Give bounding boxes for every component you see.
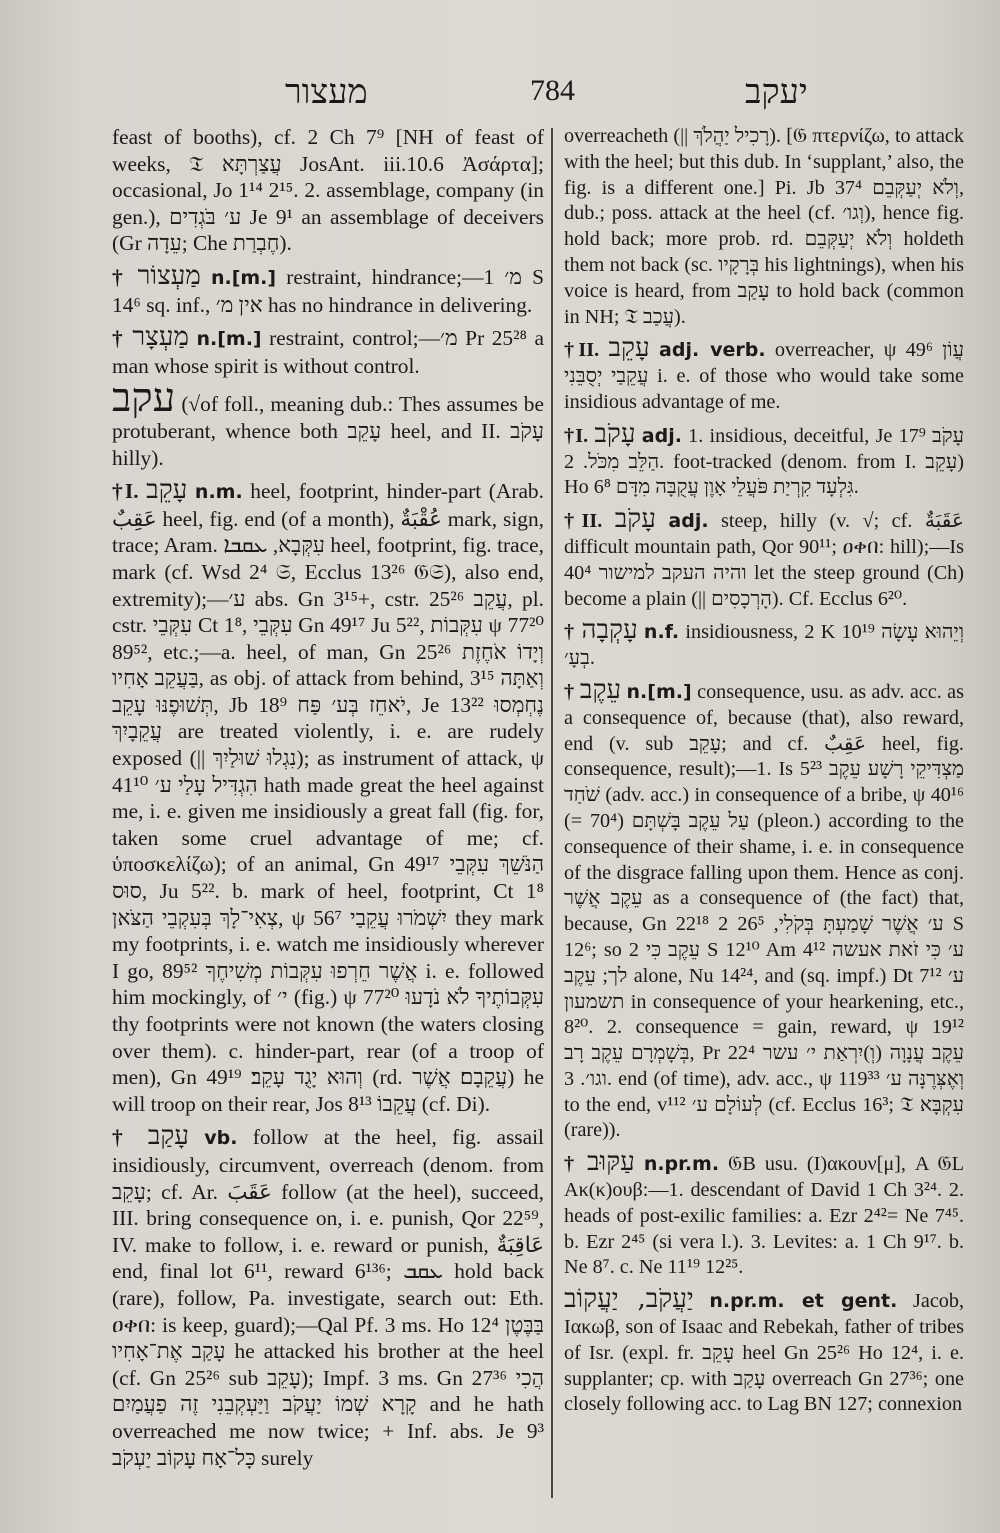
- left-entry: [112, 260, 544, 318]
- entry-headword: יַעֲקֹב, יַעֲקוֹב: [564, 1284, 694, 1315]
- entry-part-of-speech: n.m.: [194, 481, 243, 504]
- entry-text: 𝔊B usu. (Ι)ακουν[μ], A 𝔊L Ακ(κ)ουβ:—1. descendant of David 1 Ch 3²⁴. 2. heads of post-exilic families: a. Ezr 2⁴²= Ne 7⁴⁵. b. Ezr 2⁴⁵ (si vera l.). 3. Levites: a. 1 Ch 9¹⁷. b. Ne 8⁷. c. Ne 11¹⁹ 12²⁵.: [564, 1153, 964, 1279]
- entry-root-headword: עקב: [112, 375, 176, 422]
- entry-dagger: †: [564, 621, 576, 644]
- entry-part-of-speech: n.f.: [643, 621, 680, 644]
- entry-part-of-speech: n.pr.m. et gent.: [709, 1290, 898, 1313]
- entry-headword: עָקֹב: [614, 504, 656, 535]
- entry-text: restraint, hindrance;—מ׳ 1 S 14⁶ sq. inf., אין מ׳ has no hindrance in delivering.: [112, 264, 544, 317]
- entry-headword: עַקּוּב: [587, 1147, 635, 1178]
- entry-part-of-speech: n.pr.m.: [643, 1153, 720, 1176]
- entry-part-of-speech: adj.: [668, 510, 709, 533]
- right-entry: [564, 124, 964, 330]
- right-entry: [564, 674, 964, 1144]
- right-entry: [564, 1284, 964, 1418]
- entry-text: feast of booths), cf. 2 Ch 7⁹ [NH of feast of weeks, 𝔗 עֲצַרְתָּא JosAnt. iii.10.6 Ἀσάρτα]; occasional, Jo 1¹⁴ 2¹⁵. 2. assemblage, company (in gen.), ע׳ בֹּגְדִים Je 9¹ an assemblage of deceivers (Gr עֵדָה; Che חֶבְרַת).: [112, 125, 544, 256]
- entry-text: 1. insidious, deceitful, Je 17⁹ עָקֹב הַלֵּב מִכֹּל. 2. foot-tracked (denom. from I. עָקֵב) Ho 6⁸ גִּלְעָד קִרְיַת פֹּעֲלֵי אָוֶן עֲקֻבָּה מִדָּם.: [564, 424, 964, 499]
- entry-part-of-speech: adj. verb.: [659, 339, 766, 362]
- right-entry: [564, 418, 964, 501]
- entry-part-of-speech: n.[m.]: [210, 266, 277, 289]
- entry-text: consequence, usu. as adv. acc. as a consequence of, because (that), also reward, end (v. sub עָקֵב; and cf. عَقِبٌ heel, fig. consequence, result);—1. Is 5²³ מַצְדִּיקֵי רָשָׁע עֵקֶב שֹׁחַד (adv. acc.) in consequence of a bribe, ψ 40¹⁶ (= 70⁴) עַל עֵקֶב בָּשְׁתָּם (pleon.) according to the consequence of their shame, i. e. in consequence of the disgrace falling upon them. Hence as conj. עֵקֶב אֲשֶׁר as a consequence of (the fact) that, because, Gn 22¹⁸ ע׳ אֲשֶׁר שָׁמַעְתָּ בְּקֹלִי, 26⁵ 2 S 12⁶; so עֵקֶב כִּי 2 S 12¹⁰ Am 4¹² ע׳ כִּי זֹאת אעשה לך; עֵקֶב alone, Nu 14²⁴, and (sq. impf.) Dt 7¹² ע׳ תשמעון in consequence of your hearkening, etc., 8²⁰. 2. consequence = gain, reward, ψ 19¹² בְּשָׁמְרָם עֵקֶב רָב, Pr 22⁴ עֵקֶב עֲנָוָה (וְ)יִרְאַת י׳ עשר וגו׳. 3. end (of time), adv. acc., ψ 119³³ וְאֶצְּרֶנָּה ע׳ to the end, v¹¹² לְעוֹלָם ע׳ (cf. Ecclus 16³; 𝔗 עִקְבָּא (rare)).: [564, 680, 964, 1142]
- entry-dagger: †: [112, 326, 125, 351]
- right-entry: [564, 615, 964, 672]
- entry-dagger: †I.: [112, 479, 139, 504]
- right-running-headword: יעקב: [745, 72, 808, 112]
- entry-headword: מַעְצוֹר: [137, 260, 201, 291]
- entry-dagger: †: [112, 1125, 133, 1150]
- entry-dagger: †I.: [564, 424, 589, 447]
- entry-part-of-speech: n.[m.]: [196, 328, 262, 351]
- left-entry: [112, 324, 544, 379]
- page-header: [0, 72, 1000, 116]
- entry-dagger: †II.: [564, 339, 600, 362]
- right-entry: [564, 1147, 964, 1281]
- right-entry: [564, 333, 964, 415]
- left-running-headword: מעצור: [285, 72, 368, 112]
- entry-headword: עָקֵב: [146, 475, 188, 506]
- entry-headword: עָקַב: [147, 1121, 190, 1152]
- entry-headword: עָקְבָה: [581, 615, 638, 646]
- entry-part-of-speech: adj.: [641, 424, 682, 447]
- entry-part-of-speech: vb.: [204, 1127, 238, 1150]
- entry-headword: עֵקֶב: [579, 674, 622, 705]
- entry-headword: עָקֵב: [608, 333, 650, 364]
- left-column: [112, 124, 544, 1494]
- left-entry: [112, 124, 544, 257]
- entry-text: insidiousness, 2 K 10¹⁹ וְיֵהוּא עָשָׂה בְעָ׳.: [564, 621, 964, 670]
- entry-text: Jacob, Ιακωβ, son of Isaac and Rebekah, father of tribes of Isr. (expl. fr. עָקֵב heel Gn 25²⁶ Ho 12⁴, i. e. supplanter; cp. with עָקַב overreach Gn 27³⁶; one closely following acc. to Lag BN 127; connexion: [564, 1290, 964, 1416]
- entry-headword: עָקֹב: [594, 418, 636, 449]
- left-entry: [112, 375, 544, 471]
- entry-text: restraint, control;—מ׳ Pr 25²⁸ a man whose spirit is without control.: [112, 326, 544, 378]
- entry-text: steep, hilly (v. √; cf. عَقَبَةٌ difficult mountain path, Qor 90¹¹; ዐቀበ: hill);—Is 40⁴ והיה העקב למישור let the steep ground (Ch) become a plain (|| הָרְכָסִים). Cf. Ecclus 6²⁰.: [564, 510, 964, 610]
- right-entry: [564, 504, 964, 612]
- entry-dagger: †II.: [564, 510, 603, 533]
- left-entry: [112, 477, 544, 1117]
- entry-part-of-speech: n.[m.]: [626, 680, 692, 703]
- entry-text: heel, footprint, hinder-part (Arab. عَقِبٌ heel, fig. end (of a month), عُقْبَةٌ mark, sign, trace; Aram. עִקְּבָא, ܥܩܒܐ heel, footprint, fig. trace, mark (cf. Wsd 2⁴ 𝔖, Ecclus 13²⁶ 𝔊𝔖), also end, extremity);—ע׳ abs. Gn 3¹⁵+, cstr. עֲקֵב 25²⁶, pl. cstr. עִקְּבֵי Ct 1⁸, עִקְּבֵי Gn 49¹⁷ Ju 5²², עִקְּבוֹת ψ 77²⁰ 89⁵², etc.;—a. heel, of man, Gn 25²⁶ וְיָדוֹ אֹחֶזֶת בַּעֲקֵב אָחִיו, as obj. of attack from behind, 3¹⁵ וְאַתָּה תְּשׁוּפֶנּוּ עָקֵב, Jb 18⁹ יֹאחֵז בְּע׳ פַּח, Je 13²² נֶחְמְסוּ עֲקֵבָיִךְ are treated violently, i. e. are rudely exposed (|| נִגְלוּ שׁוּלַיִךְ); as instrument of attack, ψ 41¹⁰ הִגְדִּיל עָלַי ע׳ hath made great the heel against me, i. e. given me insidiously a great fall (fig. for, taken some cruel advantage of me; cf. ὑποσκελίζω); of an animal, Gn 49¹⁷ הַנֹּשֵׁךְ עִקְּבֵי סוּס, Ju 5²². b. mark of heel, footprint, Ct 1⁸ צְאִי־לָךְ בְּעִקְבֵי הַצֹּאן, ψ 56⁷ יִשְׁמֹרוּ עֲקֵבַי they mark my footprints, i. e. watch me insidiously wherever I go, 89⁵² אֲשֶׁר חֵרְפוּ עִקְּבוֹת מְשִׁיחֶךָ i. e. followed him mockingly, of י׳ (fig.) ψ 77²⁰ עִקְּבוֹתֶיךָ לֹא נֹדָעוּ thy footprints were not known (the waters closing over them). c. hinder-part, rear (of a troop of men), Gn 49¹⁹ וְהוּא יָגֻד עָקֵב׃ (rd. עֲקֵבָם׃ אֲשֶׁר) he will troop on their rear, Jos 8¹³ עֲקֵבוֹ (cf. Di).: [112, 479, 544, 1116]
- entry-headword: מַעְצָר: [132, 322, 189, 353]
- entry-text: overreacheth (|| רָכִיל יַהֲלֹךְ). [𝔊 πτερνίζω, to attack with the heel; but this dub. In ‘supplant,’ also, the fig. is a different one.] Pi. Jb 37⁴ וְלֹא יְעַקְּבֵם, dub.; poss. attack at the heel (cf. וְגו׳), hence fig. hold back; more prob. rd. וְלֹא יְעַקְּבֵם holdeth them not back (sc. בְּרָקָיו his lightnings), when his voice is heard, from עָקַב to hold back (common in NH; 𝔗 עֲכַב).: [564, 125, 964, 328]
- page-number: 784: [530, 74, 575, 107]
- right-column: [564, 124, 964, 1494]
- entry-dagger: †: [112, 264, 128, 289]
- column-divider: [551, 128, 553, 1498]
- entry-text: (√of foll., meaning dub.: Thes assumes be protuberant, whence both עָקֵב heel, and II. עָקֹב hilly).: [112, 392, 544, 470]
- entry-dagger: †: [564, 1153, 579, 1176]
- entry-text: follow at the heel, fig. assail insidiously, circumvent, overreach (denom. from עָקֵב; cf. Ar. عَقَبَ follow (at the heel), succeed, III. bring consequence on, i. e. punish, Qor 22⁵⁹, IV. make to follow, i. e. reward or punish, عَاقِبَةٌ end, final lot 6¹¹, reward 6¹³⁶; ܥܩܒ hold back (rare), follow, Pa. investigate, search out: Eth. ዐቀበ: is keep, guard);—Qal Pf. 3 ms. Ho 12⁴ בַּבֶּטֶן עָקַב אֶת־אָחִיו he attacked his brother at the heel (cf. Gn 25²⁶ sub עָקֵב); Impf. 3 ms. Gn 27³⁶ הֲכִי קָרָא שְׁמוֹ יַעֲקֹב וַיַּעְקְבֵנִי זֶה פַעֲמַיִם and he hath overreached me now twice; + Inf. abs. Je 9³ כָּל־אָח עָקוֹב יַעְקֹב surely: [112, 1125, 544, 1470]
- entry-text: overreacher, ψ 49⁶ עֲוֹן עֲקֵבַי יְסֻבֵּנִי i. e. of those who would take some insidious advantage of me.: [564, 339, 964, 413]
- left-entry: [112, 1123, 544, 1471]
- entry-dagger: †: [564, 680, 575, 703]
